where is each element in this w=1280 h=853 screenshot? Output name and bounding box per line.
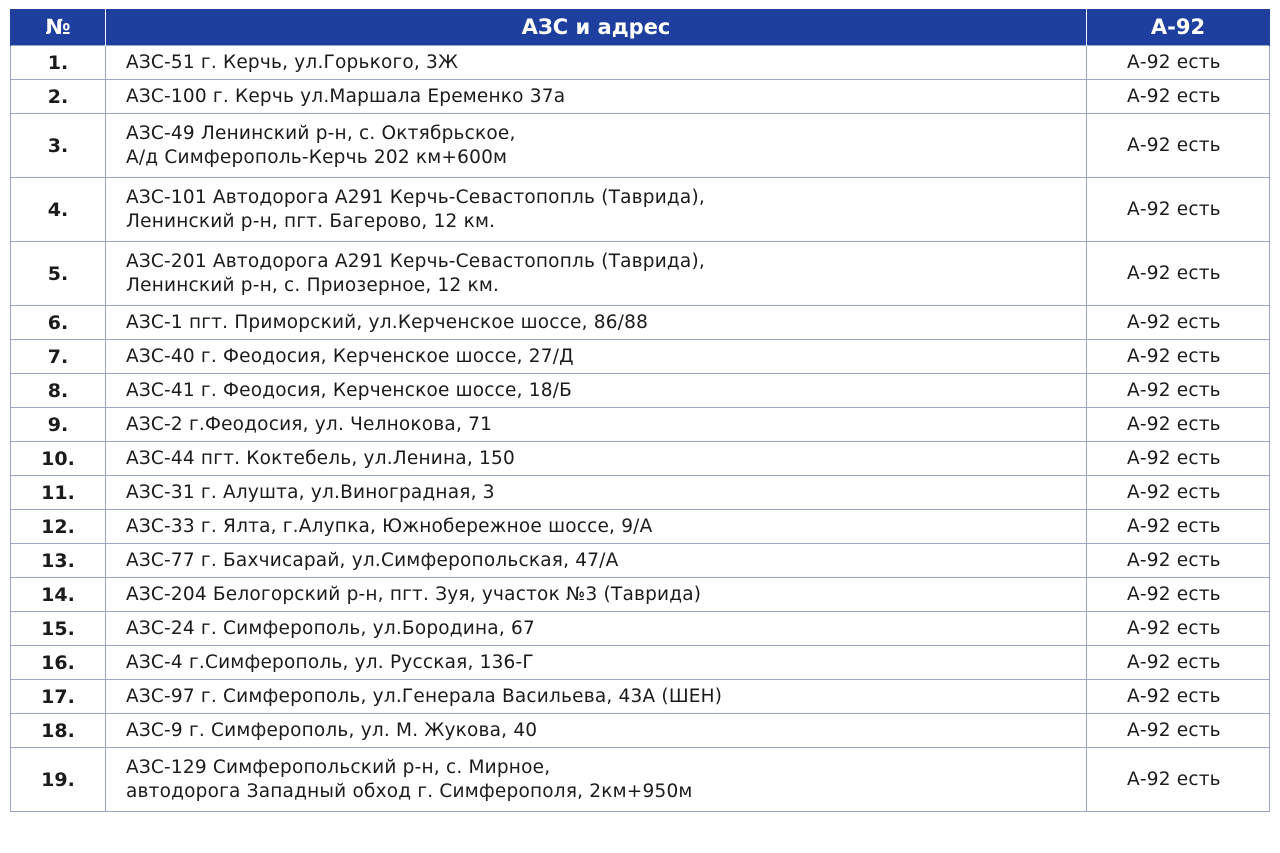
station-address: [106, 178, 1087, 242]
table-row: [11, 612, 1270, 646]
station-address: [106, 578, 1087, 612]
station-address: [106, 374, 1087, 408]
station-address: [106, 46, 1087, 80]
table-body: [11, 46, 1270, 812]
station-address: [106, 510, 1087, 544]
fuel-availability: А-92 есть: [1087, 510, 1270, 544]
table-row: [11, 578, 1270, 612]
fuel-availability: А-92 есть: [1087, 178, 1270, 242]
row-number: 6.: [11, 306, 106, 340]
station-address: [106, 340, 1087, 374]
station-address: [106, 408, 1087, 442]
address-line: АЗС-40 г. Феодосия, Керченское шоссе, 27/Д: [126, 345, 574, 367]
station-address: [106, 242, 1087, 306]
table-row: [11, 340, 1270, 374]
station-address: [106, 544, 1087, 578]
row-number: 10.: [11, 442, 106, 476]
address-line: АЗС-41 г. Феодосия, Керченское шоссе, 18/Б: [126, 379, 573, 401]
row-number: 3.: [11, 114, 106, 178]
station-address: [106, 748, 1087, 812]
address-line: АЗС-97 г. Симферополь, ул.Генерала Васильева, 43А (ШЕН): [126, 685, 723, 707]
fuel-stations-sheet: [10, 9, 1269, 812]
header-number: №: [11, 9, 106, 46]
row-number: 11.: [11, 476, 106, 510]
fuel-availability: А-92 есть: [1087, 544, 1270, 578]
address-line: АЗС-33 г. Ялта, г.Алупка, Южнобережное шоссе, 9/А: [126, 515, 653, 537]
fuel-availability: А-92 есть: [1087, 646, 1270, 680]
row-number: 13.: [11, 544, 106, 578]
table-row: [11, 680, 1270, 714]
fuel-availability: А-92 есть: [1087, 612, 1270, 646]
address-line: АЗС-9 г. Симферополь, ул. М. Жукова, 40: [126, 719, 538, 741]
row-number: 16.: [11, 646, 106, 680]
address-line: АЗС-4 г.Симферополь, ул. Русская, 136-Г: [126, 651, 534, 673]
row-number: 2.: [11, 80, 106, 114]
address-line: Ленинский р-н, пгт. Багерово, 12 км.: [126, 210, 496, 232]
row-number: 4.: [11, 178, 106, 242]
station-address: [106, 714, 1087, 748]
fuel-stations-table: [10, 9, 1270, 812]
fuel-availability: А-92 есть: [1087, 242, 1270, 306]
address-line: А/д Симферополь-Керчь 202 км+600м: [126, 146, 508, 168]
fuel-availability: А-92 есть: [1087, 306, 1270, 340]
fuel-availability: А-92 есть: [1087, 714, 1270, 748]
table-row: [11, 178, 1270, 242]
table-row: [11, 46, 1270, 80]
fuel-availability: А-92 есть: [1087, 80, 1270, 114]
table-row: [11, 646, 1270, 680]
row-number: 18.: [11, 714, 106, 748]
fuel-availability: А-92 есть: [1087, 578, 1270, 612]
address-line: автодорога Западный обход г. Симферополя, 2км+950м: [126, 780, 693, 802]
table-row: [11, 114, 1270, 178]
address-line: АЗС-101 Автодорога А291 Керчь-Севастопопль (Таврида),: [126, 186, 705, 208]
station-address: [106, 476, 1087, 510]
station-address: [106, 306, 1087, 340]
header-fuel: А-92: [1087, 9, 1270, 46]
table-row: [11, 544, 1270, 578]
fuel-availability: А-92 есть: [1087, 408, 1270, 442]
row-number: 9.: [11, 408, 106, 442]
fuel-availability: А-92 есть: [1087, 680, 1270, 714]
row-number: 1.: [11, 46, 106, 80]
address-line: АЗС-77 г. Бахчисарай, ул.Симферопольская, 47/А: [126, 549, 619, 571]
station-address: [106, 680, 1087, 714]
row-number: 19.: [11, 748, 106, 812]
address-line: АЗС-204 Белогорский р-н, пгт. Зуя, участок №3 (Таврида): [126, 583, 702, 605]
fuel-availability: А-92 есть: [1087, 114, 1270, 178]
table-row: [11, 306, 1270, 340]
address-line: АЗС-44 пгт. Коктебель, ул.Ленина, 150: [126, 447, 515, 469]
station-address: [106, 114, 1087, 178]
fuel-availability: А-92 есть: [1087, 340, 1270, 374]
row-number: 15.: [11, 612, 106, 646]
station-address: [106, 80, 1087, 114]
table-header: [11, 9, 1270, 46]
fuel-availability: А-92 есть: [1087, 748, 1270, 812]
fuel-availability: А-92 есть: [1087, 476, 1270, 510]
address-line: АЗС-31 г. Алушта, ул.Виноградная, 3: [126, 481, 495, 503]
table-row: [11, 374, 1270, 408]
station-address: [106, 442, 1087, 476]
fuel-availability: А-92 есть: [1087, 374, 1270, 408]
address-line: АЗС-100 г. Керчь ул.Маршала Еременко 37а: [126, 85, 566, 107]
row-number: 12.: [11, 510, 106, 544]
address-line: АЗС-2 г.Феодосия, ул. Челнокова, 71: [126, 413, 493, 435]
table-row: [11, 80, 1270, 114]
address-line: АЗС-1 пгт. Приморский, ул.Керченское шоссе, 86/88: [126, 311, 649, 333]
address-line: АЗС-129 Симферопольский р-н, с. Мирное,: [126, 756, 551, 778]
fuel-availability: А-92 есть: [1087, 46, 1270, 80]
address-line: Ленинский р-н, с. Приозерное, 12 км.: [126, 274, 500, 296]
row-number: 5.: [11, 242, 106, 306]
row-number: 8.: [11, 374, 106, 408]
table-row: [11, 714, 1270, 748]
table-row: [11, 442, 1270, 476]
table-row: [11, 242, 1270, 306]
table-row: [11, 476, 1270, 510]
fuel-availability: А-92 есть: [1087, 442, 1270, 476]
header-row: [11, 9, 1270, 46]
row-number: 7.: [11, 340, 106, 374]
address-line: АЗС-201 Автодорога А291 Керчь-Севастопопль (Таврида),: [126, 250, 705, 272]
table-row: [11, 748, 1270, 812]
table-row: [11, 408, 1270, 442]
row-number: 14.: [11, 578, 106, 612]
table-row: [11, 510, 1270, 544]
address-line: АЗС-51 г. Керчь, ул.Горького, 3Ж: [126, 51, 459, 73]
address-line: АЗС-24 г. Симферополь, ул.Бородина, 67: [126, 617, 535, 639]
station-address: [106, 646, 1087, 680]
station-address: [106, 612, 1087, 646]
address-line: АЗС-49 Ленинский р-н, с. Октябрьское,: [126, 122, 516, 144]
header-address: АЗС и адрес: [106, 9, 1087, 46]
row-number: 17.: [11, 680, 106, 714]
